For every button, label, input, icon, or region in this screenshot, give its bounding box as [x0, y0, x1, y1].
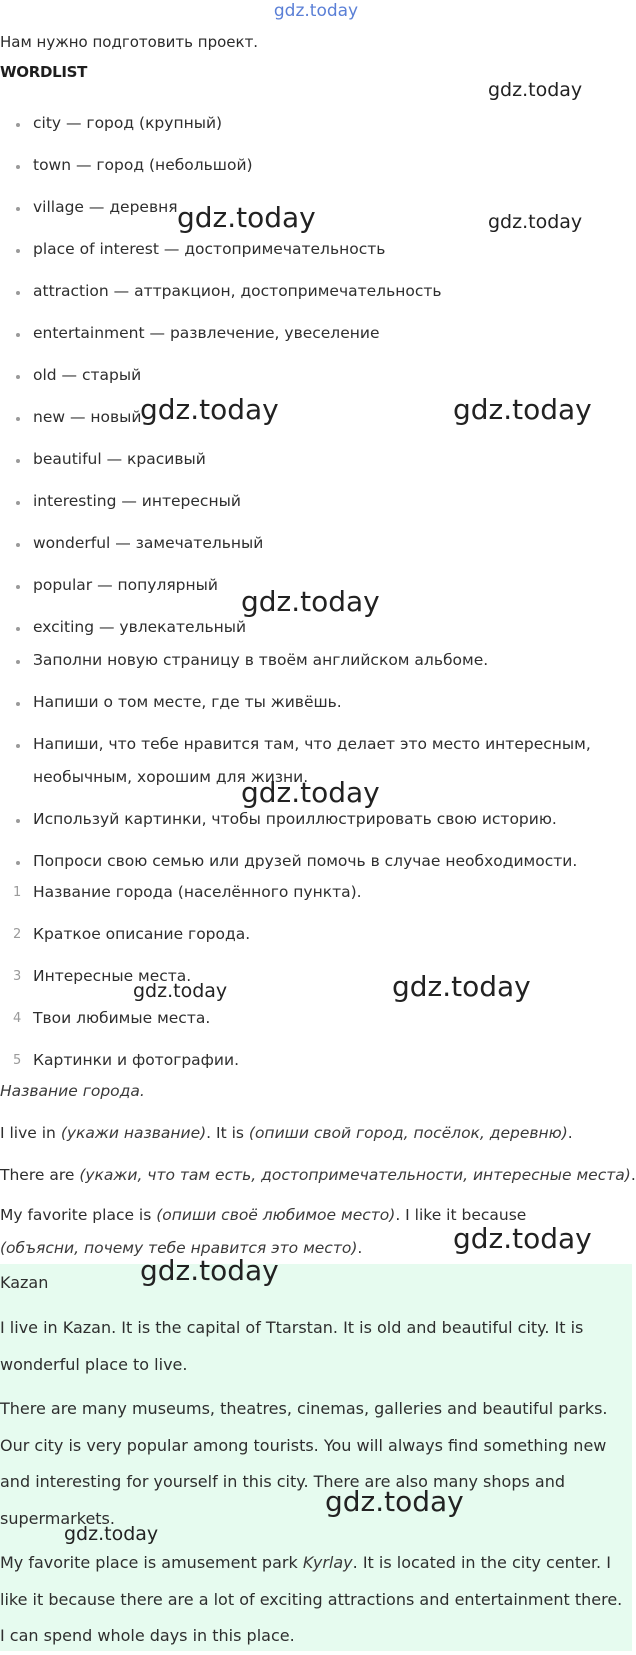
bullet-icon: [16, 660, 20, 664]
watermark: gdz.today: [392, 970, 531, 1003]
task-item: Заполни новую страницу в твоём английском альбоме.: [33, 651, 489, 669]
watermark: gdz.today: [488, 211, 583, 233]
numbered-item: Интересные места.: [33, 967, 192, 985]
wordlist-item: attraction — аттракцион, достопримечательность: [33, 282, 442, 300]
template-text: . It is: [206, 1124, 249, 1142]
watermark: gdz.today: [177, 201, 316, 234]
answer-park-name: Kyrlay: [302, 1553, 353, 1572]
bullet-icon: [16, 744, 20, 748]
watermark: gdz.today: [241, 776, 380, 809]
template-text: . I like it because: [395, 1206, 527, 1224]
bullet-icon: [16, 501, 20, 505]
template-hint: (объясни, почему тебе нравится это место): [0, 1239, 358, 1257]
bullet-icon: [16, 459, 20, 463]
bullet-icon: [16, 375, 20, 379]
bullet-icon: [16, 165, 20, 169]
template-text: I live in: [0, 1124, 61, 1142]
wordlist-item: village — деревня: [33, 198, 178, 216]
answer-city: Kazan: [0, 1273, 49, 1292]
template-hint: (опиши свой город, посёлок, деревню): [248, 1124, 568, 1142]
task-item: Напиши о том месте, где ты живёшь.: [33, 693, 342, 711]
answer-paragraph-3: [0, 1545, 625, 1655]
answer-paragraph-1: I live in Kazan. It is the capital of Ttarstan. It is old and beautiful city. It is wonderful place to live.: [0, 1318, 584, 1374]
watermark: gdz.today: [140, 393, 279, 426]
watermark: gdz.today: [140, 1254, 279, 1287]
watermark: gdz.today: [133, 980, 228, 1002]
numbered-item: Картинки и фотографии.: [33, 1051, 239, 1069]
wordlist-item: city — город (крупный): [33, 114, 223, 132]
bullet-icon: [16, 123, 20, 127]
wordlist-item: popular — популярный: [33, 576, 218, 594]
list-number: 4: [13, 1011, 22, 1026]
wordlist-item: interesting — интересный: [33, 492, 241, 510]
watermark: gdz.today: [64, 1523, 159, 1545]
answer-text: . It is located in the city center. I like it because there are a lot of exciting attractions and entertainment there. I can spend whole days in this place.: [0, 1553, 623, 1645]
numbered-item: Название города (населённого пункта).: [33, 883, 362, 901]
bullet-icon: [16, 819, 20, 823]
template-text: .: [357, 1239, 363, 1257]
template-text: My favorite place is: [0, 1206, 157, 1224]
numbered-item: Твои любимые места.: [33, 1009, 211, 1027]
list-number: 2: [13, 927, 22, 942]
wordlist-item: town — город (небольшой): [33, 156, 253, 174]
bullet-icon: [16, 627, 20, 631]
bullet-icon: [16, 585, 20, 589]
bullet-icon: [16, 291, 20, 295]
bullet-icon: [16, 417, 20, 421]
template-hint: (опиши своё любимое место): [156, 1206, 396, 1224]
template-hint: (укажи, что там есть, достопримечательности, интересные места): [79, 1166, 631, 1184]
task-item: Используй картинки, чтобы проиллюстрировать свою историю.: [33, 810, 557, 828]
bullet-icon: [16, 861, 20, 865]
answer-paragraph-2: There are many museums, theatres, cinemas, galleries and beautiful parks. Our city is very popular among tourists. You will always find something new and interesting for yourself in this city. There are also many shops and supermarkets.: [0, 1399, 608, 1528]
wordlist-item: place of interest — достопримечательность: [33, 240, 386, 258]
watermark: gdz.today: [241, 585, 380, 618]
site-logo[interactable]: gdz.today: [273, 1, 359, 21]
task-item: Напиши, что тебе нравится там, что делает это место интересным, необычным, хорошим для жизни.: [33, 735, 591, 786]
template-text: .: [630, 1166, 636, 1184]
watermark: gdz.today: [453, 393, 592, 426]
list-number: 1: [13, 885, 22, 900]
list-number: 5: [13, 1053, 22, 1068]
template-line-1: [0, 1124, 573, 1142]
wordlist-item: wonderful — замечательный: [33, 534, 264, 552]
bullet-icon: [16, 702, 20, 706]
template-text: There are: [0, 1166, 80, 1184]
list-number: 3: [13, 969, 22, 984]
wordlist-heading: WORDLIST: [0, 63, 88, 81]
bullet-icon: [16, 249, 20, 253]
bullet-icon: [16, 207, 20, 211]
answer-text: My favorite place is amusement park: [0, 1553, 303, 1572]
wordlist-item: beautiful — красивый: [33, 450, 206, 468]
bullet-icon: [16, 543, 20, 547]
wordlist-item: entertainment — развлечение, увеселение: [33, 324, 380, 342]
wordlist-item: exciting — увлекательный: [33, 618, 247, 636]
wordlist-item: old — старый: [33, 366, 142, 384]
watermark: gdz.today: [453, 1222, 592, 1255]
numbered-item: Краткое описание города.: [33, 925, 251, 943]
template-line-2: [0, 1166, 636, 1184]
template-text: .: [567, 1124, 573, 1142]
watermark: gdz.today: [325, 1485, 464, 1518]
wordlist-item: new — новый: [33, 408, 142, 426]
task-item: Попроси свою семью или друзей помочь в случае необходимости.: [33, 852, 578, 870]
bullet-icon: [16, 333, 20, 337]
template-hint: (укажи название): [60, 1124, 207, 1142]
watermark: gdz.today: [488, 79, 583, 101]
intro-text: Нам нужно подготовить проект.: [0, 33, 259, 51]
template-title: Название города.: [0, 1082, 145, 1100]
